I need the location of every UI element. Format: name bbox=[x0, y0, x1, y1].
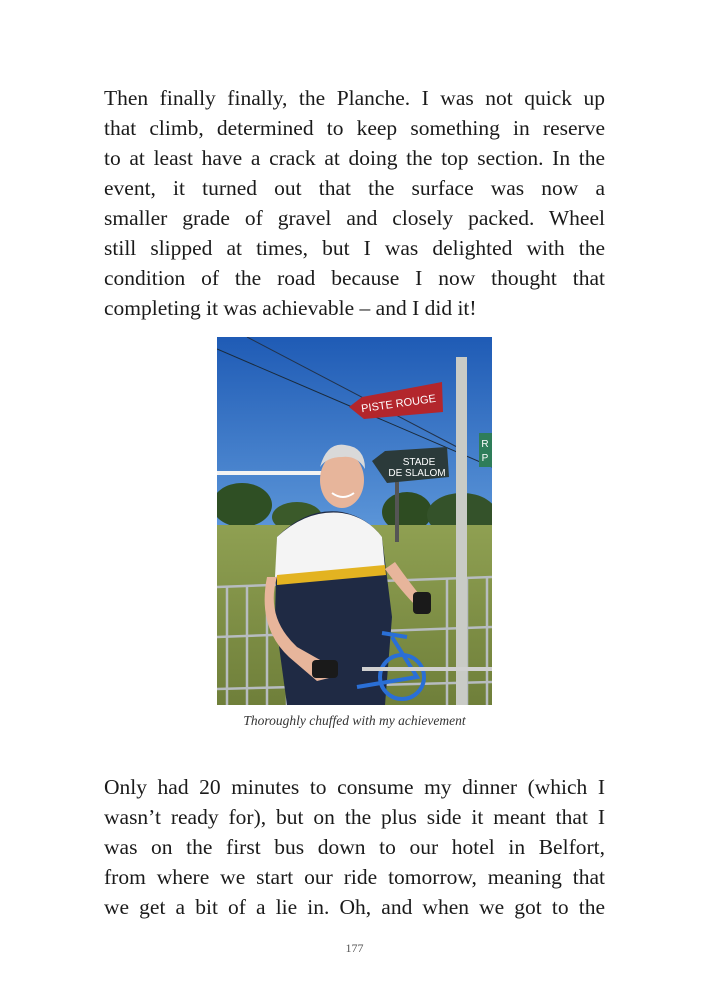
photo-caption: Thoroughly chuffed with my achievement bbox=[243, 713, 466, 728]
text-line: that climb, determined to keep something in reserve bbox=[104, 116, 605, 140]
white-banner bbox=[217, 471, 327, 475]
sign-edge-line2: P bbox=[481, 453, 489, 464]
sign-stade-de-slalom bbox=[372, 447, 449, 483]
cyclist-photo bbox=[217, 337, 492, 705]
text-line: condition of the road because I now thought that bbox=[104, 266, 605, 290]
text-line: Only had 20 minutes to consume my dinner (which I bbox=[104, 775, 605, 799]
sign-green bbox=[479, 433, 492, 467]
text-line: smaller grade of gravel and closely packed. Wheel bbox=[104, 206, 605, 230]
text-line: was on the first bus down to our hotel in Belfort, bbox=[104, 835, 605, 859]
text-line: still slipped at times, but I was delighted with the bbox=[104, 236, 605, 260]
text-line: we get a bit of a lie in. Oh, and when we got to the bbox=[104, 895, 605, 919]
text-line: to at least have a crack at doing the top section. In the bbox=[104, 146, 605, 170]
text-line: Then finally finally, the Planche. I was not quick up bbox=[104, 86, 605, 110]
page-number: 177 bbox=[345, 941, 364, 955]
text-line: from where we start our ride tomorrow, meaning that bbox=[104, 865, 605, 889]
text-line: completing it was achievable – and I did it! bbox=[104, 296, 477, 320]
sign-top-label: PISTE ROUGE bbox=[360, 392, 437, 416]
text-line: event, it turned out that the surface was now a bbox=[104, 176, 605, 200]
paragraph-2 bbox=[104, 772, 605, 922]
sign-edge-line1: R bbox=[481, 439, 489, 450]
sign-middle-line1: STADE bbox=[402, 457, 436, 468]
sign-post bbox=[456, 357, 467, 705]
sign-middle-line2: DE SLALOM bbox=[388, 468, 446, 479]
paragraph-1 bbox=[104, 83, 605, 323]
text-line: wasn’t ready for), but on the plus side it meant that I bbox=[104, 805, 605, 829]
